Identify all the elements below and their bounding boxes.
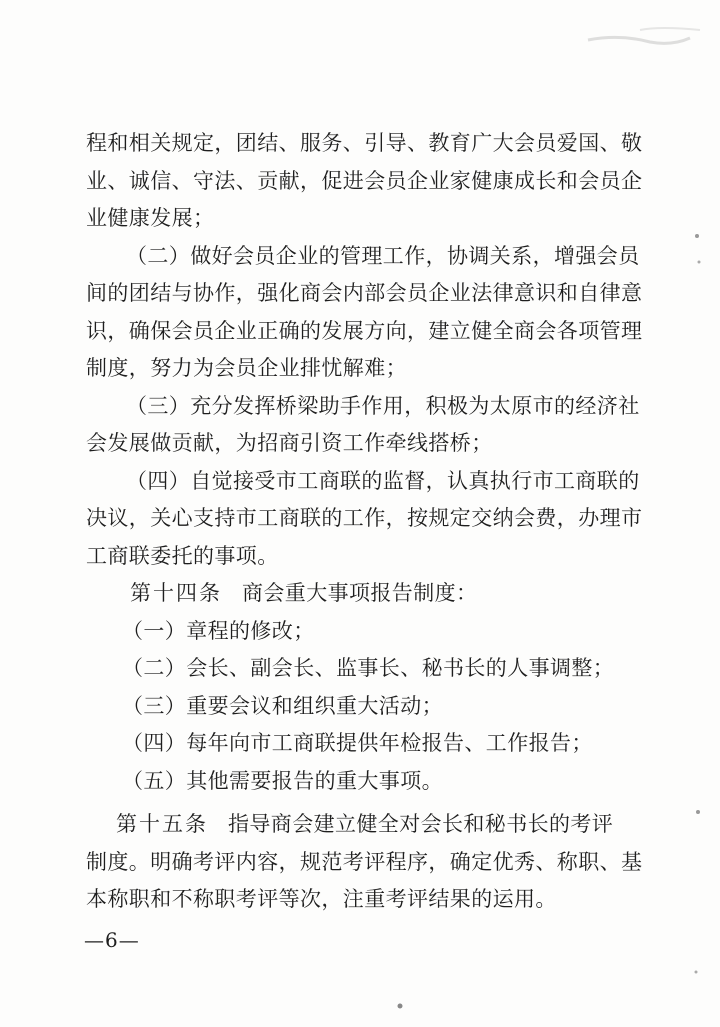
text-line: （三）充分发挥桥梁助手作用，积极为太原市的经济社 <box>126 393 640 418</box>
document-body <box>86 128 643 922</box>
paragraph-1 <box>86 128 643 241</box>
text-line: 业健康发展； <box>86 206 215 230</box>
article-14-heading <box>86 578 638 616</box>
article-15 <box>86 809 643 922</box>
article-15-heading <box>86 809 638 847</box>
text-line: 间的团结与协作，强化商会内部会员企业法律意识和自律意 <box>86 281 643 305</box>
article-14-label: 第十四条 <box>130 581 222 605</box>
article-14-item: （三）重要会议和组织重大活动； <box>122 693 443 718</box>
paragraph-3 <box>86 391 638 466</box>
article-14-item: （一）章程的修改； <box>122 618 315 643</box>
article-15-label: 第十五条 <box>116 812 208 836</box>
text-line: 制度，努力为会员企业排忧解难； <box>86 356 407 380</box>
text-line: （四）自觉接受市工商联的监督，认真执行市工商联的 <box>126 468 640 493</box>
text-line: 业、诚信、守法、贡献，促进会员企业家健康成长和会员企 <box>86 168 643 193</box>
text-line: 工商联委托的事项。 <box>86 543 279 568</box>
text-line: 制度。明确考评内容，规范考评程序，确定优秀、称职、基 <box>86 849 643 874</box>
paragraph-2 <box>86 241 643 391</box>
article-14-item: （二）会长、副会长、监事长、秘书长的人事调整； <box>122 656 615 680</box>
text-line: 本称职和不称职考评等次，注重考评结果的运用。 <box>86 887 557 911</box>
text-line: （二）做好会员企业的管理工作，协调关系，增强会员 <box>126 243 640 268</box>
article-14 <box>86 578 638 803</box>
text-line: 识，确保会员企业正确的发展方向，建立健全商会各项管理 <box>86 318 643 343</box>
page-number: —6— <box>84 928 140 952</box>
article-14-title: 商会重大事项报告制度： <box>242 581 478 605</box>
article-14-item: （五）其他需要报告的重大事项。 <box>122 768 443 793</box>
text-line: 会发展做贡献，为招商引资工作牵线搭桥； <box>86 431 493 455</box>
article-15-first-line: 指导商会建立健全对会长和秘书长的考评 <box>228 812 614 836</box>
text-line: 程和相关规定，团结、服务、引导、教育广大会员爱国、敬 <box>86 131 643 155</box>
text-line: 决议，关心支持市工商联的工作，按规定交纳会费，办理市 <box>86 506 643 530</box>
article-14-item: （四）每年向市工商联提供年检报告、工作报告； <box>122 731 593 755</box>
paragraph-4 <box>86 466 643 579</box>
